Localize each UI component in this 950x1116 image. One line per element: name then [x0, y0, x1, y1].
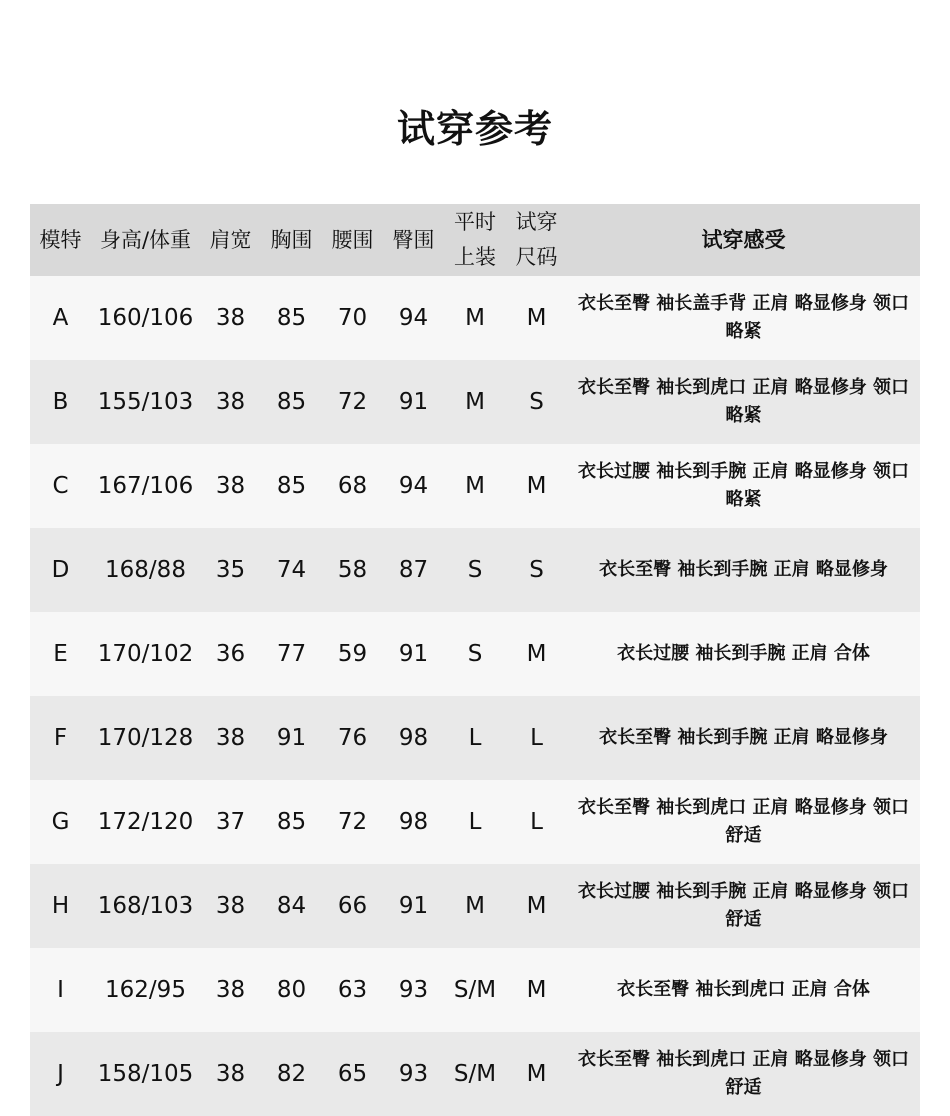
cell-height-weight: 168/103 — [97, 893, 194, 919]
cell-hip: 98 — [398, 725, 429, 751]
cell-model: C — [52, 473, 69, 499]
cell-chest: 85 — [276, 473, 307, 499]
cell-height-weight: 167/106 — [97, 473, 194, 499]
cell-hip: 91 — [398, 893, 429, 919]
cell-height-weight: 160/106 — [97, 305, 194, 331]
cell-usual-top: M — [465, 305, 485, 331]
cell-height-weight: 168/88 — [105, 557, 186, 583]
cell-fit-feel: 衣长至臀 袖长到手腕 正肩 略显修身 — [599, 559, 888, 580]
cell-waist: 63 — [337, 977, 368, 1003]
cell-model: B — [52, 389, 69, 415]
cell-fit-feel: 衣长至臀 袖长到虎口 正肩 合体 — [617, 979, 870, 1000]
cell-hip: 98 — [398, 809, 429, 835]
cell-usual-top: M — [465, 473, 485, 499]
cell-height-weight: 155/103 — [97, 389, 194, 415]
cell-waist: 65 — [337, 1061, 368, 1087]
page-title: 试穿参考 — [396, 107, 553, 151]
cell-tried-size: M — [526, 641, 547, 667]
cell-shoulder: 38 — [215, 473, 246, 499]
cell-hip: 94 — [398, 305, 429, 331]
cell-fit-feel: 衣长至臀 袖长到虎口 正肩 略显修身 领口舒适 — [577, 1049, 910, 1098]
cell-fit-feel: 衣长至臀 袖长盖手背 正肩 略显修身 领口略紧 — [577, 293, 910, 342]
cell-shoulder: 36 — [215, 641, 246, 667]
cell-usual-top: S — [467, 557, 483, 583]
cell-tried-size: M — [526, 473, 547, 499]
cell-fit-feel: 衣长至臀 袖长到虎口 正肩 略显修身 领口略紧 — [577, 377, 910, 426]
cell-hip: 93 — [398, 977, 429, 1003]
cell-shoulder: 38 — [215, 305, 246, 331]
cell-tried-size: L — [530, 809, 543, 835]
cell-waist: 59 — [337, 641, 368, 667]
cell-tried-size: M — [526, 305, 547, 331]
fit-reference-table — [30, 204, 920, 1116]
cell-tried-size: S — [529, 389, 544, 415]
cell-waist: 72 — [337, 389, 368, 415]
header-shoulder: 肩宽 — [209, 228, 252, 252]
cell-height-weight: 158/105 — [97, 1061, 194, 1087]
cell-usual-top: M — [465, 389, 485, 415]
header-height-weight: 身高/体重 — [99, 228, 192, 252]
header-usual-top: 平时上装 — [454, 210, 496, 269]
cell-waist: 72 — [337, 809, 368, 835]
table-row — [30, 612, 920, 696]
cell-tried-size: M — [526, 977, 547, 1003]
cell-shoulder: 38 — [215, 893, 246, 919]
cell-model: I — [57, 977, 64, 1003]
cell-model: H — [51, 893, 70, 919]
cell-usual-top: S/M — [453, 1061, 497, 1087]
table-row — [30, 864, 920, 948]
cell-usual-top: L — [468, 809, 482, 835]
cell-model: F — [53, 725, 68, 751]
cell-model: A — [52, 305, 69, 331]
table-row — [30, 1032, 920, 1116]
cell-chest: 85 — [276, 389, 307, 415]
cell-height-weight: 170/102 — [97, 641, 194, 667]
cell-fit-feel: 衣长过腰 袖长到手腕 正肩 合体 — [617, 643, 870, 664]
cell-chest: 74 — [276, 557, 307, 583]
header-tried-size: 试穿尺码 — [515, 210, 558, 269]
cell-waist: 68 — [337, 473, 368, 499]
cell-hip: 87 — [398, 557, 429, 583]
cell-hip: 93 — [398, 1061, 429, 1087]
cell-tried-size: M — [526, 893, 547, 919]
cell-usual-top: S/M — [453, 977, 497, 1003]
cell-height-weight: 172/120 — [97, 809, 194, 835]
cell-tried-size: S — [529, 557, 544, 583]
cell-chest: 85 — [276, 809, 307, 835]
cell-chest: 80 — [276, 977, 307, 1003]
table-row — [30, 360, 920, 444]
cell-hip: 91 — [398, 641, 429, 667]
cell-waist: 76 — [337, 725, 368, 751]
table-row — [30, 780, 920, 864]
cell-model: E — [53, 641, 68, 667]
cell-shoulder: 38 — [215, 977, 246, 1003]
cell-waist: 58 — [337, 557, 368, 583]
cell-chest: 85 — [276, 305, 307, 331]
cell-model: D — [51, 557, 70, 583]
table-header-row — [30, 204, 920, 276]
cell-shoulder: 38 — [215, 725, 246, 751]
table-row — [30, 444, 920, 528]
cell-chest: 82 — [276, 1061, 307, 1087]
cell-shoulder: 38 — [215, 389, 246, 415]
cell-height-weight: 170/128 — [97, 725, 194, 751]
header-chest: 胸围 — [270, 228, 313, 252]
cell-usual-top: S — [467, 641, 483, 667]
header-waist: 腰围 — [331, 228, 374, 252]
header-model: 模特 — [39, 228, 82, 252]
cell-hip: 94 — [398, 473, 429, 499]
table-row — [30, 696, 920, 780]
cell-height-weight: 162/95 — [105, 977, 186, 1003]
table-body — [30, 276, 920, 1116]
cell-fit-feel: 衣长过腰 袖长到手腕 正肩 略显修身 领口舒适 — [577, 881, 910, 930]
cell-fit-feel: 衣长至臀 袖长到虎口 正肩 略显修身 领口舒适 — [577, 797, 910, 846]
cell-tried-size: L — [530, 725, 543, 751]
table-row — [30, 276, 920, 360]
cell-chest: 91 — [276, 725, 307, 751]
cell-fit-feel: 衣长过腰 袖长到手腕 正肩 略显修身 领口略紧 — [577, 461, 910, 510]
cell-model: G — [51, 809, 70, 835]
cell-tried-size: M — [526, 1061, 547, 1087]
cell-shoulder: 35 — [215, 557, 246, 583]
header-fit-feel: 试穿感受 — [701, 228, 786, 252]
cell-shoulder: 37 — [215, 809, 246, 835]
table-row — [30, 528, 920, 612]
cell-hip: 91 — [398, 389, 429, 415]
cell-waist: 70 — [337, 305, 368, 331]
cell-chest: 77 — [276, 641, 307, 667]
cell-fit-feel: 衣长至臀 袖长到手腕 正肩 略显修身 — [599, 727, 888, 748]
cell-usual-top: M — [465, 893, 485, 919]
cell-usual-top: L — [468, 725, 482, 751]
cell-model: J — [57, 1061, 64, 1087]
cell-waist: 66 — [337, 893, 368, 919]
header-hip: 臀围 — [392, 228, 435, 252]
cell-chest: 84 — [276, 893, 307, 919]
cell-shoulder: 38 — [215, 1061, 246, 1087]
table-row — [30, 948, 920, 1032]
